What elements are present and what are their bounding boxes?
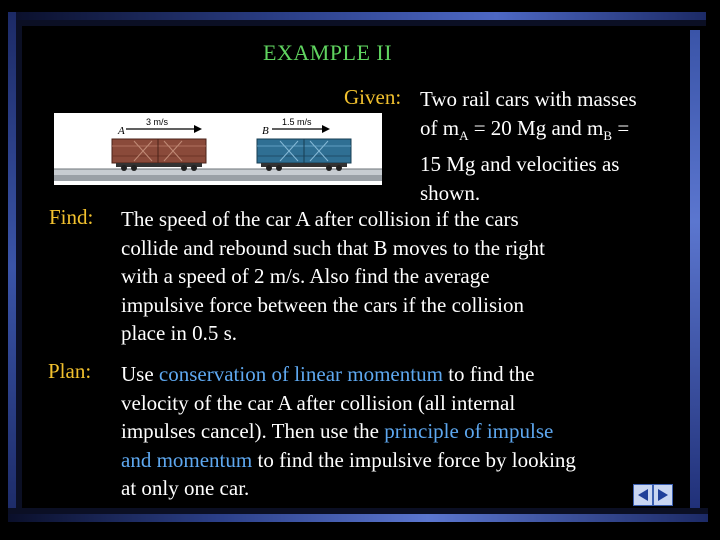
car-a bbox=[112, 139, 206, 171]
find-line: The speed of the car A after collision if the cars bbox=[121, 207, 519, 231]
left-frame-bar bbox=[8, 12, 16, 522]
find-line: impulsive force between the cars if the collision bbox=[121, 292, 524, 317]
given-line-2-pre: of m bbox=[420, 116, 460, 140]
right-frame-bar bbox=[690, 30, 700, 510]
plan-line-2: velocity of the car A after collision (all internal bbox=[121, 390, 516, 415]
find-line: collide and rebound such that B moves to the right bbox=[121, 235, 545, 260]
plan-line-3-pre: impulses cancel). Then use the bbox=[121, 419, 385, 443]
plan-line-5: at only one car. bbox=[121, 476, 250, 500]
given-line-2 bbox=[420, 114, 682, 150]
car-b-label: B bbox=[262, 125, 269, 137]
mass-a-subscript: A bbox=[459, 128, 469, 144]
plan-line-1 bbox=[121, 360, 681, 389]
rail-cars-illustration bbox=[54, 113, 382, 185]
plan-line-4 bbox=[121, 446, 681, 475]
plan-label: Plan: bbox=[48, 359, 92, 383]
top-frame-shadow bbox=[8, 20, 706, 26]
slide-navigation bbox=[633, 484, 673, 506]
next-arrow-icon bbox=[656, 488, 670, 502]
given-line-4: shown. bbox=[420, 181, 481, 206]
car-b bbox=[257, 139, 351, 171]
slide-title: EXAMPLE II bbox=[263, 40, 393, 65]
prev-arrow-icon bbox=[636, 488, 650, 502]
find-label: Find: bbox=[49, 205, 94, 229]
find-line: place in 0.5 s. bbox=[121, 321, 238, 345]
plan-line-1-pre: Use bbox=[121, 362, 159, 386]
plan-line-4-post: to find the impulsive force by looking bbox=[252, 447, 576, 472]
rail-cars-figure bbox=[54, 113, 382, 185]
given-label: Given: bbox=[344, 85, 402, 109]
plan-line-3 bbox=[121, 417, 681, 446]
find-text bbox=[121, 205, 681, 348]
given-text bbox=[420, 85, 682, 208]
given-line-2-post: = bbox=[612, 116, 630, 140]
principle-of-impulse-link: principle of impulse bbox=[384, 419, 554, 443]
car-a-speed: 3 m/s bbox=[146, 117, 169, 127]
left-frame-shadow bbox=[16, 20, 22, 522]
conservation-of-momentum-link: conservation of linear momentum bbox=[158, 362, 443, 386]
top-frame-bar bbox=[8, 12, 706, 20]
car-a-label: A bbox=[118, 125, 125, 137]
plan-line-1-post: to find the bbox=[442, 362, 535, 386]
bottom-frame-bar bbox=[8, 514, 708, 522]
given-line-1: Two rail cars with masses bbox=[420, 87, 637, 111]
given-line-3: 15 Mg and velocities as bbox=[420, 152, 620, 177]
given-line-2-mid: = 20 Mg and m bbox=[468, 116, 604, 140]
plan-text bbox=[121, 360, 681, 503]
and-momentum-link: and momentum bbox=[121, 447, 253, 472]
previous-slide-button[interactable] bbox=[633, 484, 653, 506]
car-b-speed: 1.5 m/s bbox=[282, 117, 312, 127]
next-slide-button[interactable] bbox=[653, 484, 673, 506]
mass-b-subscript: B bbox=[603, 128, 613, 144]
find-line: with a speed of 2 m/s. Also find the average bbox=[121, 264, 490, 288]
